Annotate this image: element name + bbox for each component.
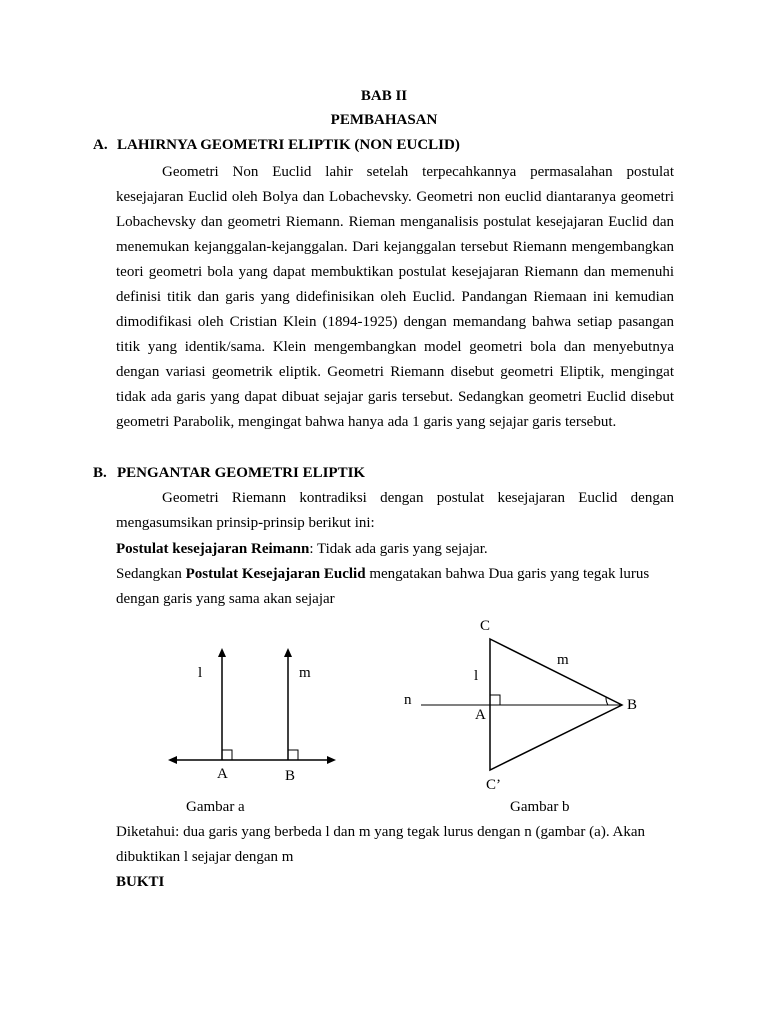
euclid-prefix: Sedangkan xyxy=(116,566,186,582)
chapter-subtitle: PEMBAHASAN xyxy=(330,112,438,128)
arrow-right xyxy=(327,756,336,764)
fig-a-label-l: l xyxy=(198,665,203,681)
section-a-paragraph: Geometri Non Euclid lahir setelah terpecahkannya permasalahan postulat kesejajaran Euclid oleh Bolya dan Lobachevsky. Geometri non euclid diantaranya geometri Lobachevsky dan geometri Riemann. Rieman menganalisis postulat kesejajaran Euclid dan menemukan kejanggalan-kejanggalan. Dari kejanggalan tersebut Riemann mengembangkan teori geometri bola yang dapat membuktikan postulat kesejajaran Riemann dan memenuhi definisi titik dan garis yang didefinisikan oleh Euclid. Pandangan Riemaan ini kemudian dimodifikasi oleh Cristian Klein (1894-1925) dengan memandang bahwa setiap pasangan titik yang identik/sama. Klein mengembangkan model geometri bola dan menyebutnya dengan variasi geometrik eliptik. Geometri Riemann disebut geometri Eliptik, mengingat tidak ada garis yang dapat dibuat sejajar garis tersebut. Sedangkan geometri Euclid disebut geometri Parabolik, mengingat bahwa hanya ada 1 garis yang sejajar garis tersebut. xyxy=(116,164,674,430)
riemann-postulate xyxy=(116,541,488,558)
euclid-postulate-text: mengatakan bahwa Dua garis yang tegak lurus xyxy=(365,566,650,582)
chapter-title: BAB II xyxy=(360,88,408,104)
euclid-postulate-line2: dengan garis yang sama akan sejajar xyxy=(116,591,335,607)
arrow-l-up xyxy=(218,648,226,657)
section-a-label: A. xyxy=(93,137,108,153)
figure-b xyxy=(395,612,655,794)
fig-b-label-n: n xyxy=(404,692,412,708)
figure-a xyxy=(160,640,340,790)
riemann-postulate-name: Postulat kesejajaran Reimann xyxy=(116,541,310,557)
section-b-title: PENGANTAR GEOMETRI ELIPTIK xyxy=(117,465,366,481)
known-line-1: Diketahui: dua garis yang berbeda l dan m yang tegak lurus dengan n (gambar (a). Akan xyxy=(116,824,645,840)
known-line-2: dibuktikan l sejajar dengan m xyxy=(116,849,294,865)
arrow-left xyxy=(168,756,177,764)
right-angle-a xyxy=(222,750,232,760)
fig-b-label-C: C xyxy=(480,618,491,634)
right-angle-A xyxy=(490,695,500,705)
fig-b-label-A: A xyxy=(475,707,486,723)
section-b-heading xyxy=(93,465,365,482)
euclid-postulate-name: Postulat Kesejajaran Euclid xyxy=(185,566,366,582)
fig-b-label-l: l xyxy=(474,668,479,684)
section-b-label: B. xyxy=(93,465,107,481)
section-a-heading xyxy=(93,137,460,154)
right-angle-b xyxy=(288,750,298,760)
section-a-title: LAHIRNYA GEOMETRI ELIPTIK (NON EUCLID) xyxy=(117,137,460,153)
fig-b-label-m: m xyxy=(557,652,569,668)
figure-b-caption: Gambar b xyxy=(510,799,570,815)
euclid-postulate xyxy=(116,566,649,583)
fig-b-label-B: B xyxy=(627,697,638,713)
fig-a-label-B: B xyxy=(285,768,296,784)
proof-label: BUKTI xyxy=(116,874,165,890)
figure-a-caption: Gambar a xyxy=(186,799,245,815)
fig-b-label-C-prime: C’ xyxy=(486,777,501,793)
arrow-m-up xyxy=(284,648,292,657)
fig-a-label-A: A xyxy=(217,766,228,782)
fig-a-label-m: m xyxy=(299,665,311,681)
section-b-paragraph: Geometri Riemann kontradiksi dengan postulat kesejajaran Euclid dengan mengasumsikan prinsip-prinsip berikut ini: xyxy=(116,490,674,531)
riemann-postulate-text: : Tidak ada garis yang sejajar. xyxy=(309,541,488,557)
